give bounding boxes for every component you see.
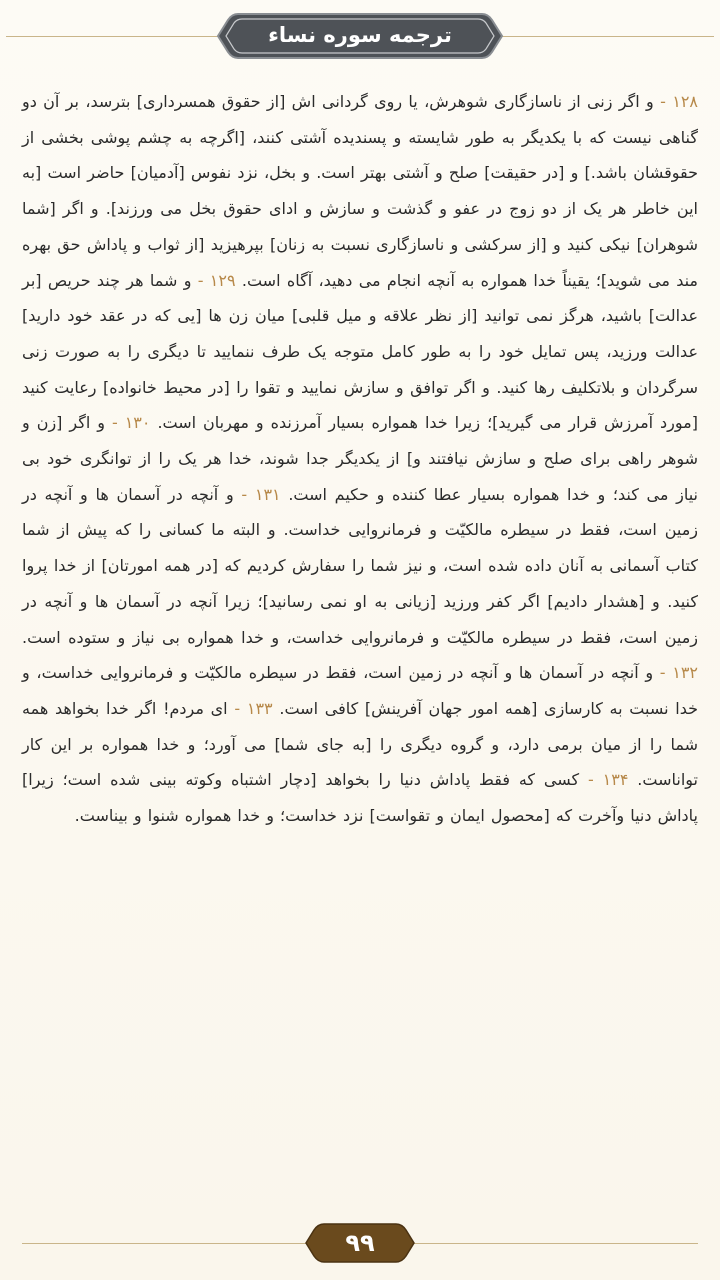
passage-text [22, 84, 698, 834]
verse-text: و اگر [زن و شوهر راهی برای صلح و سازش نیافتند و] از یکدیگر جدا شوند، خدا هر یک را از توانگری خود بی نیاز می کند؛ و خدا همواره بسیار عطا کننده و حکیم است. [22, 413, 698, 504]
verse-number: ۱۳۴ - [579, 770, 629, 790]
verse-number: ۱۳۱ - [233, 484, 281, 504]
verse-text: و آنچه در آسمان ها و آنچه در زمین است، فقط در سیطره مالکیّت و فرمانروایی خداست. و البته ما کسانی را که پیش از شما کتاب آسمانی به آنان داده شده است، و نیز شما را سفارش کردیم که [در همه امورتان] از خدا پروا کنید. و [هشدار دادیم] اگر کفر ورزید [زیانی به او نمی رسانید]؛ زیرا آنچه در آسمان ها و آنچه در زمین است، فقط در سیطره مالکیّت و فرمانروایی خداست، و خدا همواره بی نیاز و ستوده است. [22, 484, 698, 647]
page-number-badge [304, 1222, 416, 1264]
verse-number: ۱۲۹ - [191, 270, 236, 290]
verse-text: و شما هر چند حریص [بر عدالت] باشید، هرگز نمی توانید [از نظر علاقه و میل قلبی] میان زن ها [یی که در عقد خود دارید] عدالت ورزید، پس تمایل خود را به طور کامل متوجه یک طرف ننمایید تا دیگری را به صورت زنی سرگردان و بلاتکلیف رها کنید. و اگر توافق و سازش نمایید و تقوا را [در محیط خانواده] رعایت کنید [مورد آمرزش قرار می گیرید]؛ زیرا خدا همواره بسیار آمرزنده و مهربان است. [22, 270, 698, 433]
verse-number: ۱۲۸ - [653, 92, 699, 111]
verse-number: ۱۳۳ - [227, 698, 273, 718]
page-title: ترجمه سوره نساء [268, 23, 452, 47]
verse-text: کسی که فقط پاداش دنیا را بخواهد [دچار اشتباه وکوته بینی شده است؛ زیرا] پاداش دنیا وآخرت که [محصول ایمان و تقواست] نزد خداست؛ و خدا همواره شنوا و بیناست. [22, 770, 698, 826]
verse-number: ۱۳۰ - [104, 413, 151, 433]
verse-text: و اگر زنی از ناسازگاری شوهرش، یا روی گردانی اش [از حقوق همسرداری] بترسد، بر آن دو گناهی نیست که با یکدیگر به طور شایسته و پسندیده آشتی کنند، [اگرچه به چشم پوشی بخشی از حقوقشان باشد.] و [در حقیقت] صلح و آشتی بهتر است. و بخل، نزد نفوس [آدمیان] حاضر است [به این خاطر هر یک از دو زوج در عفو و گذشت و سازش و ادای حقوق بخل می ورزند]. و اگر [شما شوهران] نیکی کنید و [از سرکشی و ناسازگاری نسبت به زنان] بپرهیزید [از ثواب و پاداش حق بهره مند می شوید]؛ یقیناً خدا همواره به آنچه انجام می دهید، آگاه است. [22, 92, 698, 290]
page-number: ۹۹ [345, 1229, 375, 1257]
title-banner [216, 12, 504, 60]
verse-text: ای مردم! اگر خدا بخواهد همه شما را از میان برمی دارد، و گروه دیگری را [به جای شما] می آورد؛ و خدا همواره بر این کار تواناست. [22, 698, 699, 790]
verse-text: و آنچه در آسمان ها و آنچه در زمین است، فقط در سیطره مالکیّت و فرمانروایی خداست، و خدا نسبت به کارسازی [همه امور جهان آفرینش] کافی است. [22, 663, 698, 718]
verse-number: ۱۳۲ - [653, 663, 698, 683]
